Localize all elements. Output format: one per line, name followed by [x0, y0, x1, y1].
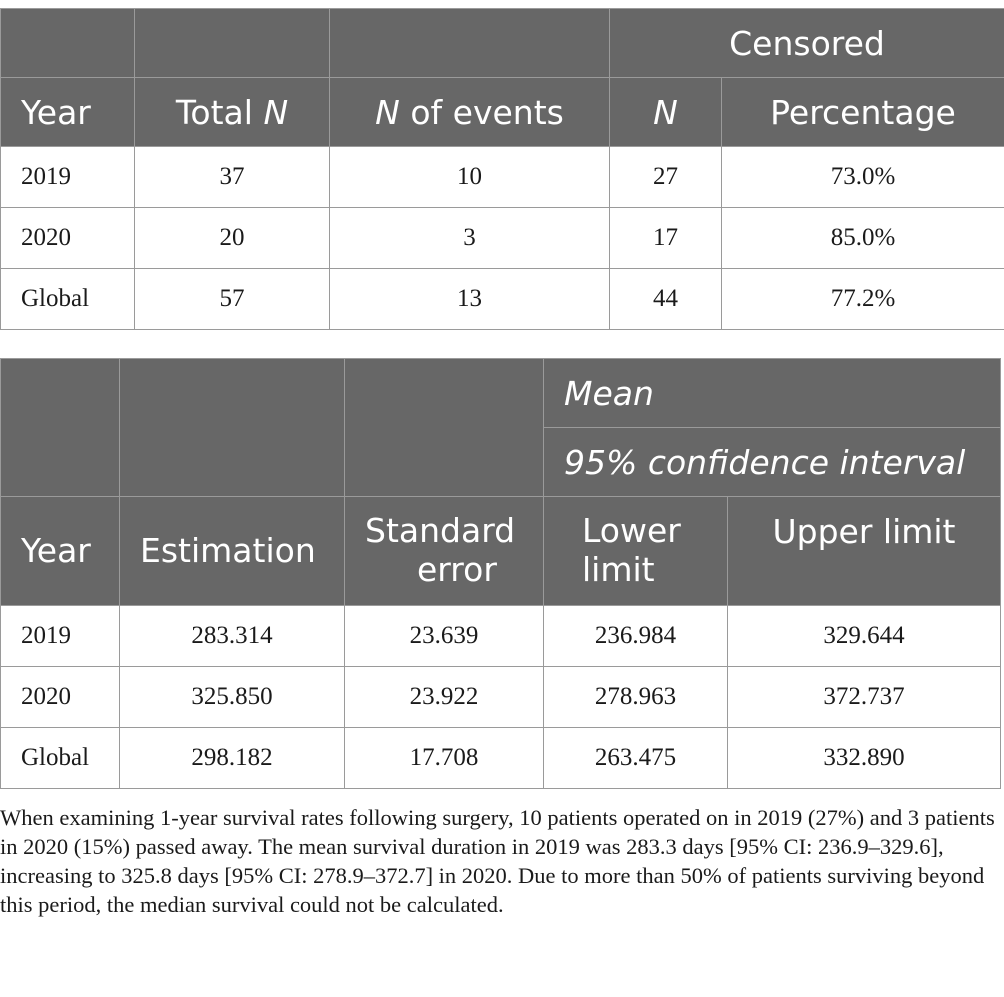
censored-group-header: Censored — [610, 9, 1004, 78]
events-cell: 10 — [330, 147, 610, 208]
events-header-text: of events — [399, 92, 564, 132]
upper-limit-cell: 332.890 — [728, 728, 1001, 789]
standard-error-header-line1: Standard — [365, 511, 516, 551]
estimation-cell: 325.850 — [120, 667, 345, 728]
censored-percentage-cell: 85.0% — [722, 208, 1004, 269]
header-row — [1, 78, 1004, 147]
upper-limit-cell: 372.737 — [728, 667, 1001, 728]
events-cell: 3 — [330, 208, 610, 269]
confidence-interval-header: 95% confidence interval — [544, 428, 1001, 497]
censored-n-cell: 27 — [610, 147, 722, 208]
events-header-italic: N — [375, 92, 400, 132]
table-row — [1, 728, 1001, 789]
year-header: Year — [1, 497, 120, 606]
lower-limit-header — [544, 497, 728, 606]
table-row — [1, 606, 1001, 667]
total-n-cell: 57 — [135, 269, 330, 330]
upper-limit-header: Upper limit — [728, 497, 1001, 606]
lower-limit-cell: 263.475 — [544, 728, 728, 789]
censored-percentage-header: Percentage — [722, 78, 1004, 147]
total-n-header — [135, 78, 330, 147]
events-cell: 13 — [330, 269, 610, 330]
table-footnote: When examining 1-year survival rates following surgery, 10 patients operated on in 2019 (27%) and 3 patients in 2020 (15%) passed away. The mean survival duration in 2019 was 283.3 days [95% CI: 236.9–329.6], increasing to 325.8 days [95% CI: 278.9–372.7] in 2020. Due to more than 50% of patients surviving beyond this period, the median survival could not be calculated. — [0, 805, 995, 917]
mean-group-header: Mean — [544, 359, 1001, 428]
total-n-cell: 20 — [135, 208, 330, 269]
upper-limit-cell: 329.644 — [728, 606, 1001, 667]
header-empty-cell — [345, 359, 544, 497]
header-row-group — [1, 9, 1004, 78]
censored-percentage-cell: 73.0% — [722, 147, 1004, 208]
censored-percentage-cell: 77.2% — [722, 269, 1004, 330]
table-row — [1, 269, 1004, 330]
standard-error-header-line2: error — [417, 550, 497, 589]
censored-n-cell: 17 — [610, 208, 722, 269]
year-cell: 2020 — [1, 667, 120, 728]
mean-survival-table — [0, 358, 1001, 789]
header-empty-cell — [1, 9, 135, 78]
year-cell: 2019 — [1, 147, 135, 208]
year-cell: 2020 — [1, 208, 135, 269]
censored-table — [0, 8, 1004, 330]
standard-error-cell: 23.922 — [345, 667, 544, 728]
censored-n-header: N — [610, 78, 722, 147]
year-header: Year — [1, 78, 135, 147]
table-row — [1, 667, 1001, 728]
header-empty-cell — [135, 9, 330, 78]
table-row — [1, 147, 1004, 208]
lower-limit-cell: 236.984 — [544, 606, 728, 667]
header-empty-cell — [120, 359, 345, 497]
header-empty-cell — [1, 359, 120, 497]
header-empty-cell — [330, 9, 610, 78]
header-row — [1, 497, 1001, 606]
events-header — [330, 78, 610, 147]
estimation-header: Estimation — [120, 497, 345, 606]
total-n-header-text: Total — [175, 92, 264, 132]
year-cell: Global — [1, 269, 135, 330]
estimation-cell: 298.182 — [120, 728, 345, 789]
header-row-group — [1, 359, 1001, 428]
table-row — [1, 208, 1004, 269]
total-n-header-italic: N — [263, 92, 289, 132]
estimation-cell: 283.314 — [120, 606, 345, 667]
lower-limit-header-line1: Lower — [582, 511, 681, 551]
censored-n-cell: 44 — [610, 269, 722, 330]
lower-limit-cell: 278.963 — [544, 667, 728, 728]
standard-error-header — [345, 497, 544, 606]
lower-limit-header-line2: limit — [582, 550, 655, 589]
year-cell: 2019 — [1, 606, 120, 667]
standard-error-cell: 23.639 — [345, 606, 544, 667]
total-n-cell: 37 — [135, 147, 330, 208]
year-cell: Global — [1, 728, 120, 789]
standard-error-cell: 17.708 — [345, 728, 544, 789]
